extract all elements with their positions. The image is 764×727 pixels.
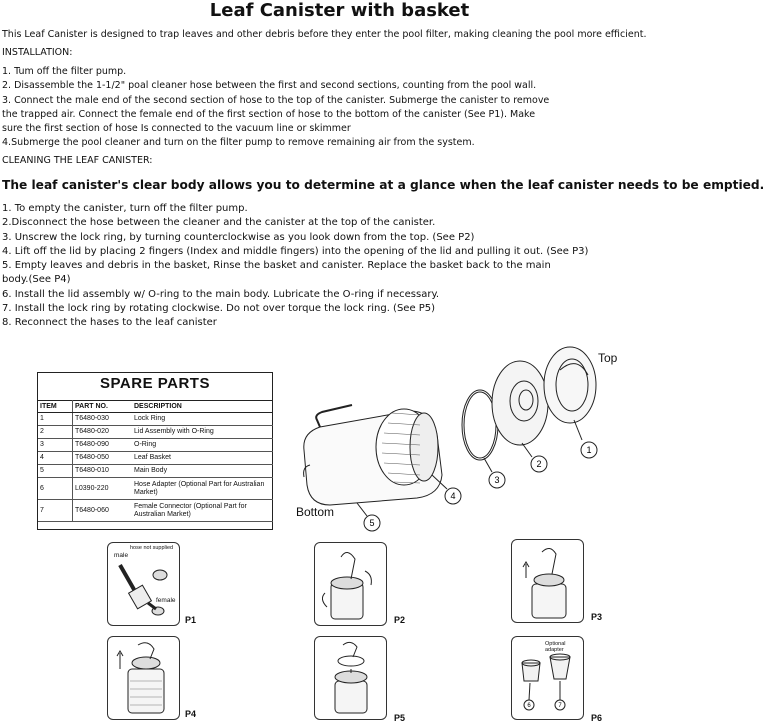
panel-p3-label: P3 [591,612,603,622]
description-cell: O-Ring [132,439,273,452]
panel-p3 [511,539,584,623]
part-number-cell: T6480-030 [73,413,133,426]
cleaning-line: body.(See P4) [2,274,71,286]
column-header: PART NO. [73,401,133,413]
description-cell: Main Body [132,465,273,478]
item-cell: 3 [38,439,73,452]
hose-note: hose not supplied [130,545,174,551]
table-header-row [38,401,273,413]
female-label: female [156,597,176,604]
table-row [38,465,273,478]
installation-line: the trapped air. Connect the female end of the first section of hose to the bottom of the canister (See P1). Make [2,108,536,120]
install-lock-ring-illustration [315,637,386,719]
part-number-cell: T6480-060 [73,500,133,522]
canister-exploded-illustration [292,345,637,535]
item-cell: 5 [38,465,73,478]
table-row [38,500,273,522]
cleaning-line: 3. Unscrew the lock ring, by turning counterclockwise as you look down from the top. (See P2) [2,231,475,243]
item-cell: 4 [38,452,73,465]
item-cell: 6 [38,478,73,500]
column-header: ITEM [38,401,73,413]
spare-parts-table [37,372,273,530]
intro-text: This Leaf Canister is designed to trap leaves and other debris before they enter the pool filter, making cleaning the pool more efficient. [2,29,647,40]
table-row [38,439,273,452]
callout-6: 6 [527,703,531,709]
installation-line: 4.Submerge the pool cleaner and turn on the filter pump to remove remaining air from the system. [2,137,475,149]
panel-p1 [107,542,180,626]
panel-p6-label: P6 [591,713,603,723]
panel-p6 [511,636,584,720]
callout-1: 1 [586,445,592,455]
part-number-cell: T6480-020 [73,426,133,439]
table-row [38,452,273,465]
cleaning-lead: The leaf canister's clear body allows you to determine at a glance when the leaf canister needs to be emptied. [2,178,764,192]
panel-p2 [314,542,387,626]
installation-line: sure the first section of hose Is connected to the vacuum line or skimmer [2,123,351,135]
description-cell: Female Connector (Optional Part for Australian Market) [132,500,273,522]
installation-steps [2,65,549,151]
panel-p4 [107,636,180,720]
installation-line: 2. Disassemble the 1-1/2" poal cleaner hose between the first and second sections, counting from the pool wall. [2,80,537,92]
part-number-cell: L0390-220 [73,478,133,500]
empty-basket-illustration [108,637,179,719]
panel-p2-label: P2 [394,615,406,625]
item-cell: 2 [38,426,73,439]
cleaning-line: 4. Lift off the lid by placing 2 fingers (Index and middle fingers) into the opening of the lid and pulling it out. (See P3) [2,245,589,257]
unscrew-lock-ring-illustration [315,543,386,625]
installation-line: 3. Connect the male end of the second section of hose to the top of the canister. Submerge the canister to remove [2,94,550,106]
description-cell: Lid Assembly with O-Ring [132,426,273,439]
part-number-cell: T6480-010 [73,465,133,478]
table-row [38,478,273,500]
cleaning-line: 2.Disconnect the hose between the cleaner and the canister at the top of the canister. [2,217,436,229]
description-cell: Leaf Basket [132,452,273,465]
description-cell: Hose Adapter (Optional Part for Australian Market) [132,478,273,500]
item-cell: 1 [38,413,73,426]
page-title: Leaf Canister with basket [209,0,470,21]
part-number-cell: T6480-090 [73,439,133,452]
exploded-diagram [292,345,637,535]
callout-3: 3 [494,475,500,485]
top-label: Top [598,351,618,365]
panel-p5-label: P5 [394,713,406,723]
panel-p5 [314,636,387,720]
callout-4: 4 [450,491,456,501]
cleaning-heading: CLEANING THE LEAF CANISTER: [2,155,153,166]
adapter-note: Optional adapter [545,641,566,653]
cleaning-line: 7. Install the lock ring by rotating clockwise. Do not over torque the lock ring. (See P5) [2,303,436,315]
cleaning-line: 8. Reconnect the hases to the leaf canister [2,317,217,329]
callout-7: 7 [558,703,562,709]
cleaning-line: 6. Install the lid assembly w/ O-ring to the main body. Lubricate the O-ring if necessary. [2,288,440,300]
installation-line: 1. Tum off the filter pump. [2,66,127,77]
cleaning-steps [2,202,588,331]
column-header: DESCRIPTION [132,401,273,413]
spare-parts-title: SPARE PARTS [100,375,210,392]
panel-p1-label: P1 [185,615,197,625]
callout-2: 2 [536,459,542,469]
lift-lid-illustration [512,540,583,622]
table-row [38,426,273,439]
male-label: male [114,552,129,559]
part-number-cell: T6480-050 [73,452,133,465]
spare-parts-grid [38,400,273,522]
cleaning-line: 1. To empty the canister, turn off the filter pump. [2,203,248,214]
installation-heading: INSTALLATION: [2,47,73,58]
cleaning-line: 5. Empty leaves and debris in the basket, Rinse the basket and canister. Replace the basket back to the main [2,260,551,272]
bottom-label: Bottom [296,505,335,519]
item-cell: 7 [38,500,73,522]
panel-p4-label: P4 [185,709,197,719]
description-cell: Lock Ring [132,413,273,426]
table-row [38,413,273,426]
callout-5: 5 [369,518,375,528]
